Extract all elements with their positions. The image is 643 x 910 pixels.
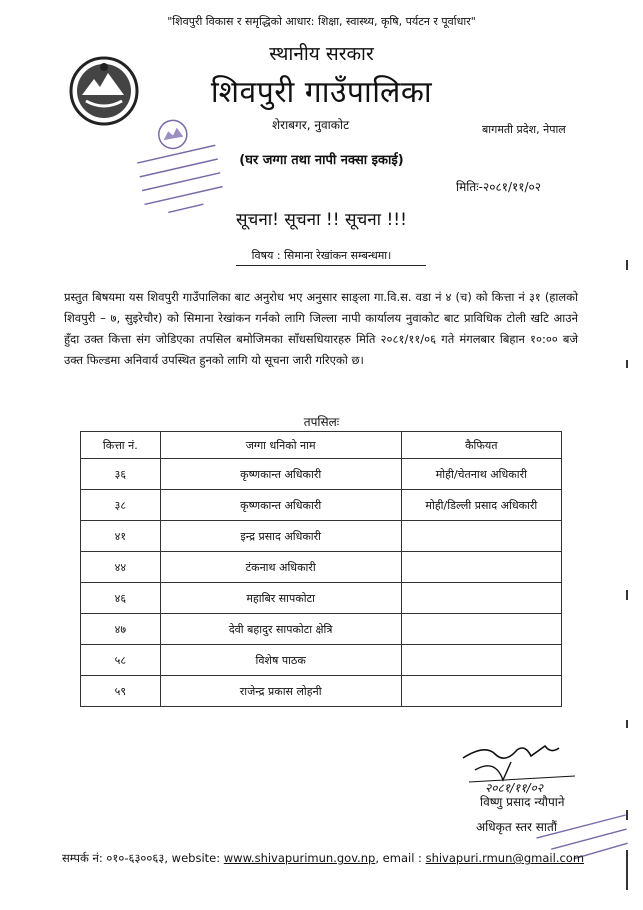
details-label: तपसिलः: [303, 415, 340, 429]
subject-underline: [236, 265, 426, 266]
table-row: [81, 645, 562, 676]
remarks: [401, 676, 561, 707]
owner-name: महाबिर सापकोटा: [160, 583, 401, 614]
remarks: मोही/चेतनाथ अधिकारी: [401, 459, 561, 490]
signatory-title: अधिकृत स्तर सातौं: [476, 820, 557, 834]
owner-name: राजेन्द्र प्रकास लोहनी: [160, 676, 401, 707]
remarks: [401, 645, 561, 676]
remarks: [401, 552, 561, 583]
email-link[interactable]: shivapuri.rmun@gmail.com: [425, 851, 585, 865]
signature-icon: [455, 740, 585, 800]
owner-name: देवी बहादुर सापकोटा क्षेत्रि: [160, 614, 401, 645]
table-row: [81, 583, 562, 614]
table-row: [81, 552, 562, 583]
notice-body: प्रस्तुत बिषयमा यस शिवपुरी गाउँपालिका बाट अनुरोध भए अनुसार साङ्ला गा.वि.स. वडा नं ४ (च) को कित्ता नं ३१ (हालको शिवपुरी – ७, सुइरेचौर) को सिमाना रेखांकन गर्नको लागि जिल्ला नापी कार्यालय नुवाकोट बाट प्राविधिक टोली खटि आउने हुँदा उक्त कित्ता संग जोडिएका तपसिल बमोजिमका साँधसधियारहरु मिति २०८१/११/०६ गते मंगलबार बिहान १०:०० बजे उक्त फिल्डमा अनिवार्य उपस्थित हुनको लागि यो सूचना जारी गरिएको छ।: [64, 290, 578, 367]
plot-number: ५८: [81, 645, 161, 676]
website-label: website:: [171, 851, 221, 865]
table-row: [81, 521, 562, 552]
table-row: [81, 614, 562, 645]
municipality-name: शिवपुरी गाउँपालिका: [210, 75, 433, 110]
neighbors-table: [80, 431, 562, 707]
signature-date: २०८१/११/०२: [485, 781, 544, 795]
header-owner-name: जग्गा धनिको नाम: [160, 432, 401, 459]
motto: "शिवपुरी विकास र समृद्धिको आधार: शिक्षा, स्वास्थ्य, कृषि, पर्यटन र पूर्वाधार": [167, 15, 476, 28]
office-unit: (घर जग्गा तथा नापी नक्सा इकाई): [239, 153, 404, 168]
table-header-row: [81, 432, 562, 459]
signatory-name: विष्णु प्रसाद न्यौपाने: [480, 795, 565, 809]
plot-number: ३६: [81, 459, 161, 490]
remarks: मोही/डिल्ली प्रसाद अधिकारी: [401, 490, 561, 521]
table-row: [81, 459, 562, 490]
owner-name: इन्द्र प्रसाद अधिकारी: [160, 521, 401, 552]
email-label: email :: [382, 851, 422, 865]
owner-name: कृष्णकान्त अधिकारी: [160, 459, 401, 490]
owner-name: कृष्णकान्त अधिकारी: [160, 490, 401, 521]
remarks: [401, 614, 561, 645]
table-row: [81, 490, 562, 521]
phone-number: ०१०-६३००६३: [106, 851, 165, 865]
plot-number: ४१: [81, 521, 161, 552]
plot-number: ५९: [81, 676, 161, 707]
owner-name: विशेष पाठक: [160, 645, 401, 676]
table-row: [81, 676, 562, 707]
website-link[interactable]: www.shivapurimun.gov.np: [223, 851, 376, 865]
plot-number: ४४: [81, 552, 161, 583]
government-title: स्थानीय सरकार: [269, 43, 374, 65]
notice-subject: विषय : सिमाना रेखांकन सम्बन्धमा।: [251, 249, 392, 262]
header-plot-number: कित्ता नं.: [81, 432, 161, 459]
plot-number: ४७: [81, 614, 161, 645]
notice-title: सूचना! सूचना !! सूचना !!!: [236, 210, 407, 230]
scan-edge-marks: [622, 250, 632, 900]
owner-name: टंकनाथ अधिकारी: [160, 552, 401, 583]
plot-number: ४६: [81, 583, 161, 614]
remarks: [401, 521, 561, 552]
province: बागमती प्रदेश, नेपाल: [482, 123, 566, 136]
municipality-address: शेराबगर, नुवाकोट: [272, 118, 350, 132]
header-remarks: कैफियत: [401, 432, 561, 459]
contact-line: सम्पर्क नं: ०१०-६३००६३, website: www.shivapurimun.gov.np, email : shivapuri.rmun@gmail.com: [62, 851, 585, 865]
plot-number: ३८: [81, 490, 161, 521]
phone-label: सम्पर्क नं:: [62, 851, 103, 865]
notice-date: मितिः-२०८१/११/०२: [456, 180, 541, 194]
remarks: [401, 583, 561, 614]
